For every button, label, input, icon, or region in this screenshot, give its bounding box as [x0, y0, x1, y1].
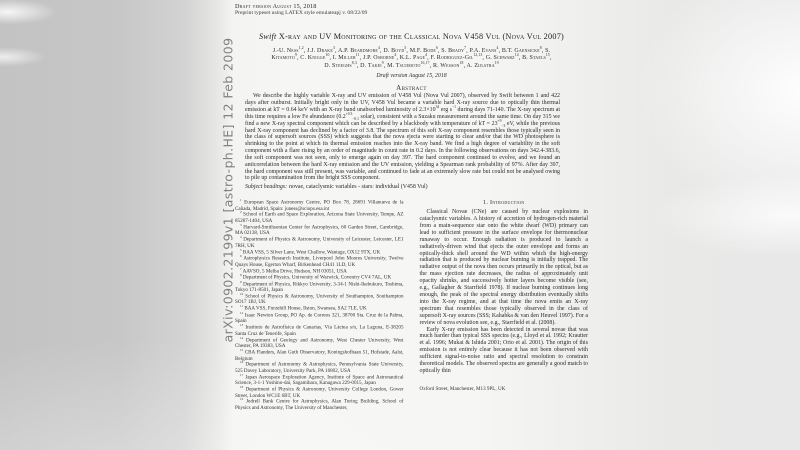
subject-headings-label: Subject headings: [245, 184, 288, 191]
list-item: Classical Novae (CNe) are caused by nuclear explosions in cataclysmic variables. A history of accretion of hydrogen-rich material from a main-sequence star onto the white dwarf (WD) primary can lead to sufficient pressure in the surface envelope for thermonuclear runaway to occur. Enough radiation is produced to launch a radiatively-driven wind that ejects the outer envelope and forms an optically-thick shell around the WD within which the high-energy radiation that is produced by nuclear burning is initially trapped. The radiative output of the nova then occurs primarily in the optical, but as the mass ejection rate decreases, the radius of approximately unit opacity shrinks, and successively hotter layers become visible (see, e.g., Gallagher & Starrfield 1978). If nuclear burning continues long enough, the peak of the spectral energy distribution eventually shifts into the X-ray regime, and at that time the nova emits an X-ray spectrum that resembles those typically observed in the class of supersoft X-ray sources (SSS; Kahabka & van den Heuvel 1997). For a review of nova evolution see, e.g., Starrfield et al. (2008). [419, 209, 588, 326]
section-heading-introduction: 1. Introduction [483, 200, 525, 207]
draft-version-header-line: Draft version August 15, 2018 [235, 3, 317, 10]
list-item: $^1$ European Space Astronomy Centre, PO Box 78, 28691 Villanueva de la Cañada, Madrid, Spain: juness@sciops.esa.int [235, 198, 404, 212]
right-column-introduction [420, 200, 589, 412]
list-item: $^4$ Department of Physics & Astronomy, University of Leicester, Leicester, LE1 7RH, UK [235, 235, 404, 249]
list-item: J.-U. Ness$^{1,2}$, J.J. Drake$^3$, A.P. Beardmore$^4$, D. Boyd$^5$, M.F. Bode$^6$, S. Brady$^7$, P.A. Evans$^4$, B.T. Gaensicke$^8$, S. [272, 45, 551, 54]
paper-title [235, 32, 588, 42]
list-item: $^7$ AAVSO, 5 Melba Drive, Hudson, NH 03051, USA [240, 266, 347, 275]
list-item: $^{13}$ Instituto de Astrofísica de Canarias, Vía Láctea s/n, La Laguna, E-38205 Santa Cruz de Tenerife, Spain [235, 323, 404, 337]
abstract-text: We describe the highly variable X-ray and UV emission of V458 Vul (Nova Vul 2007), observed by Swift between 1 and 422 days after outburst. Initially bright only in the UV, V458 Vul became a variable hard X-ray source due to optically thin thermal emission at kT = 0.64 keV with an X-ray band unabsorbed luminosity of $2.3\times 10^{34}$ erg $s^{-1}$ during days 71-140. The X-ray spectrum at this time requires a low Fe abundance ($0.2^{+0.3}_{-0.1}$ solar), consistent with a Suzaku measurement around the same time. On day 315 we find a new X-ray spectral component which can be described by a blackbody with temperature of kT = $23^{+9}_{-3}$ eV, while the previous hard X-ray component has declined by a factor of 3.8. The spectrum of this soft X-ray component resembles those typically seen in the class of supersoft sources (SSS) which suggests that the nova ejecta were starting to clear and/or that the WD photosphere is shrinking to the point at which its thermal emission reaches into the X-ray band. We find a high degree of variability in the soft component with a flare rising by an order of magnitude in count rate in 0.2 days. In the following observations on days 342.4-383.6, the soft component was not seen, only to emerge again on day 397. The hard component continued to evolve, and we found an anticorrelation between the hard X-ray emission and the UV emission, yielding a Spearman rank probability of 97%. After day 397, the hard component was still present, was variable, and continued to fade at an extremely slow rate but could not be analysed owing to pile up contamination from the bright SSS component. [245, 93, 560, 182]
subject-headings-text: novae, cataclysmic variables - stars: individual (V458 Vul) [289, 184, 428, 191]
list-item: $^8$ Department of Physics, University of Warwick, Coventry CV4 7AL, UK [240, 273, 392, 281]
list-item: $^9$ Department of Physics, Rikkyo University, 3-34-1 Nishi-Ikebukuro, Toshima, Tokyo 171-8501, Japan [235, 279, 404, 294]
list-item: $^2$ School of Earth and Space Exploration, Arizona State University, Tempe, AZ 85287-1404, USA [235, 210, 404, 224]
list-item: $^{18}$ Department of Physics & Astronomy, University College London, Gower Street, London WC1E 6BT, UK [235, 385, 404, 399]
title-rest: X-ray and UV Monitoring of the Classical Nova V458 Vul (Nova Vul 2007) [276, 31, 565, 41]
list-item: Early X-ray emission has been detected in several novae that was much harder than typical SSS spectra (e.g., Lloyd et al. 1992; Krautter et al. 1996; Mukai & Ishida 2001; Orio et al. 2001). The origin of this emission is not entirely clear because it has not been observed with sufficient signal-to-noise ratio and spectral resolution to constrain theoretical models. The observed spectra are generally a good match to optically thin [419, 326, 588, 374]
list-item: Kitamoto$^9$, C. Knigge$^{10}$, I. Miller$^{11}$, J.P. Osborne$^4$, K.L. Page$^4$, F. Rodriguez-Gil$^{12,13}$, G. Schwarz$^{14}$, B. Staels$^{15}$, [271, 53, 552, 62]
preprint-typeset-line: Preprint typeset using LATEX style emulateapj v. 08/22/09 [235, 10, 368, 16]
draft-version-center-line: Draft version August 15, 2018 [376, 73, 447, 80]
list-item: $^{16}$ Department of Astronomy & Astrophysics, Pennsylvania State University, 525 Davey Laboratory, University Park, PA 16802, USA [235, 360, 404, 374]
list-item: $^5$ BAA VSS, 5 Silver Lane, West Challow, Wantage, OX12 9TX, UK [240, 247, 381, 256]
list-item: $^{19}$ Jodrell Bank Centre for Astrophysics, Alan Turing Building, School of Physics and Astronomy, The University of Manchester, [235, 397, 404, 411]
list-item: $^{14}$ Department of Geology and Astronomy, West Chester University, West Chester, PA 19383, USA [235, 335, 404, 350]
list-item: $^{15}$ CBA Flanders, Alan Guth Observatory, Koningshofbaan 51, Hofstade, Aalst, Belgium [235, 347, 404, 362]
preprint-header [235, 0, 588, 17]
author-list [235, 45, 588, 71]
list-item: $^{10}$ School of Physics & Astronomy, University of Southampton, Southampton SO17 1BJ, UK [235, 291, 404, 306]
introduction-paragraphs [420, 209, 589, 375]
list-item: $^3$ Harvard-Smithsonian Center for Astrophysics, 60 Garden Street, Cambridge, MA 02138, USA [235, 222, 404, 237]
title-journal-name: Swift [258, 31, 277, 41]
left-column-affiliations [235, 200, 404, 412]
paper-document [235, 0, 588, 450]
subject-headings [245, 184, 560, 191]
arxiv-stamp: arXiv:0902.2199v1 [astro-ph.HE] 12 Feb 2009 [220, 37, 236, 343]
footnote-continuation: Oxford Street, Manchester, M13 9PL, UK [419, 385, 506, 392]
list-item: $^{12}$ Isaac Newton Group, PO Ap. de Correos 321, 38700 Sta. Cruz de la Palma, Spain [235, 310, 404, 325]
two-column-body [235, 200, 588, 412]
list-item: $^{11}$ BAA VSS, Furzehill House, Ilston, Swansea, SA2 7LE, UK [240, 304, 367, 312]
list-item: $^{17}$ Japan Aerospace Exploration Agency, Institute of Space and Astronautical Science, 3-1-1 Yoshino-dai, Sagamihara, Kanagawa 229-0015, Japan [235, 372, 404, 387]
list-item: D. Steeghs$^{8,3}$, D. Takei$^9$, M. Tsujimoto$^{16,17}$, R. Wesson$^{18}$, A. Zijlstra$^{19}$ [324, 60, 499, 69]
list-item: $^6$ Astrophysics Research Institute, Liverpool John Moores University, Twelve Quays House, Egerton Wharf, Birkenhead CH41 1LD, UK [235, 254, 404, 268]
abstract-heading: Abstract [396, 84, 427, 93]
